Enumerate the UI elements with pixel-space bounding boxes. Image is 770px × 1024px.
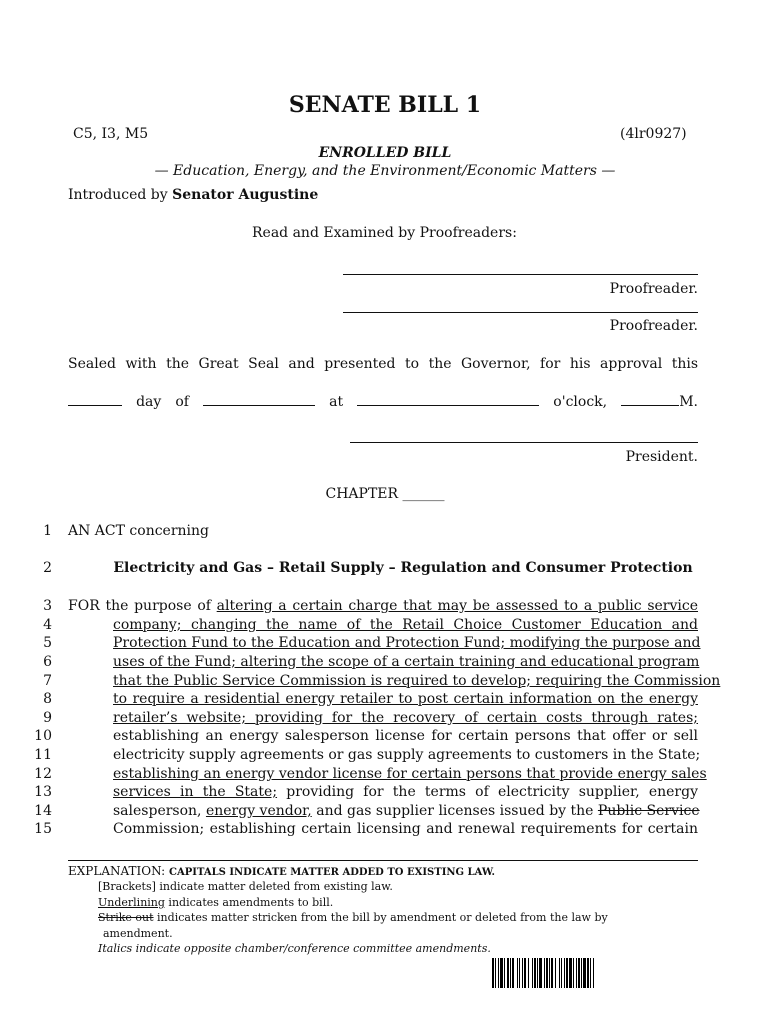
- barcode-image: [492, 958, 680, 988]
- line-number-4: 4: [43, 617, 52, 633]
- body-line-11: electricity supply agreements or gas supply agreements to customers in the State;: [113, 747, 701, 763]
- body-text: and gas supplier licenses issued by the: [311, 803, 598, 819]
- oclock-label: o'clock,: [553, 394, 608, 410]
- body-line-13: [113, 784, 698, 800]
- president-label: President.: [625, 449, 698, 465]
- bill-subject: Electricity and Gas – Retail Supply – Regulation and Consumer Protection: [113, 560, 693, 576]
- explanation-italics: Italics indicate opposite chamber/conference committee amendments.: [98, 942, 491, 955]
- line-number-8: 8: [43, 691, 52, 707]
- month-blank: [203, 393, 315, 406]
- body-line-9: retailer’s website; providing for the recovery of certain costs through rates;: [113, 710, 698, 726]
- amendment-text: altering a certain charge that may be assessed to a public service: [216, 598, 699, 614]
- line-number-10: 10: [34, 728, 52, 744]
- underlining-desc: indicates amendments to bill.: [164, 896, 334, 909]
- stricken-text: Public Service: [597, 803, 700, 819]
- act-concerning: AN ACT concerning: [68, 523, 209, 539]
- line-number-9: 9: [43, 710, 52, 726]
- proofreader-signature-line-1: [343, 274, 698, 275]
- date-line: [68, 393, 698, 410]
- body-line-7: that the Public Service Commission is required to develop; requiring the Commission: [113, 673, 721, 689]
- time-blank: [357, 393, 539, 406]
- body-line-12: establishing an energy vendor license for certain persons that provide energy sales: [113, 766, 707, 782]
- meridiem-blank: [621, 393, 679, 406]
- body-line-14: [113, 803, 698, 819]
- sealed-statement: Sealed with the Great Seal and presented to the Governor, for his approval this: [68, 356, 698, 372]
- proofreader-signature-line-2: [343, 312, 698, 313]
- sponsor: Senator Augustine: [172, 187, 319, 203]
- explanation-label: EXPLANATION:: [68, 864, 170, 878]
- proofreader-label-1: Proofreader.: [609, 281, 698, 297]
- body-line-8: to require a residential energy retailer to post certain information on the energy: [113, 691, 698, 707]
- body-line-3: [68, 598, 698, 614]
- explanation-underlining: [98, 896, 333, 909]
- m-label: M.: [679, 394, 698, 410]
- line-number-14: 14: [34, 803, 52, 819]
- line-number-7: 7: [43, 673, 52, 689]
- barcode-bar: [594, 958, 595, 988]
- brackets-desc: indicate matter deleted from existing law.: [155, 880, 393, 893]
- body-line-4: company; changing the name of the Retail Choice Customer Education and: [113, 617, 698, 633]
- line-number-2: 2: [43, 560, 52, 576]
- body-line-6: uses of the Fund; altering the scope of a certain training and educational program: [113, 654, 700, 670]
- committees: — Education, Energy, and the Environment/Economic Matters —: [154, 163, 616, 179]
- strike-term: Strike out: [98, 911, 154, 924]
- line-number-11: 11: [34, 747, 52, 763]
- day-blank: [68, 393, 122, 406]
- at-label: at: [329, 394, 344, 410]
- amendment-text: energy vendor,: [205, 803, 312, 819]
- line-number-3: 3: [43, 598, 52, 614]
- strike-desc: indicates matter stricken from the bill by amendment or deleted from the law by: [153, 911, 608, 924]
- bill-status: ENROLLED BILL: [318, 145, 452, 161]
- docket-number: (4lr0927): [620, 126, 687, 142]
- introduced-line: [68, 187, 318, 203]
- body-line-10: establishing an energy salesperson license for certain persons that offer or sell: [113, 728, 698, 744]
- amendment-text: services in the State;: [113, 784, 278, 800]
- president-signature-line: [350, 442, 698, 443]
- body-text: providing for the terms of electricity supplier, energy: [277, 784, 698, 800]
- line-number-6: 6: [43, 654, 52, 670]
- explanation-brackets: [98, 880, 393, 893]
- line-number-15: 15: [34, 821, 52, 837]
- bill-codes: C5, I3, M5: [73, 126, 149, 142]
- bill-title: SENATE BILL 1: [288, 92, 482, 118]
- day-label: day: [136, 394, 162, 410]
- introduced-prefix: Introduced by: [68, 187, 173, 203]
- brackets-term: [Brackets]: [98, 880, 156, 893]
- explanation-strike-continued: amendment.: [103, 927, 173, 940]
- chapter-line: CHAPTER ______: [325, 486, 445, 502]
- proofreader-heading: Read and Examined by Proofreaders:: [252, 225, 517, 241]
- explanation-title: [68, 864, 495, 878]
- of-label: of: [175, 394, 189, 410]
- underlining-term: Underlining: [98, 896, 165, 909]
- body-line-15: Commission; establishing certain licensing and renewal requirements for certain: [113, 821, 698, 837]
- explanation-divider: [68, 860, 698, 861]
- line-number-13: 13: [34, 784, 52, 800]
- line-number-5: 5: [43, 635, 52, 651]
- purpose-prefix: FOR the purpose of: [68, 598, 217, 614]
- body-text: salesperson,: [113, 803, 206, 819]
- explanation-strike: [98, 911, 608, 924]
- line-number-12: 12: [34, 766, 52, 782]
- line-number-1: 1: [43, 523, 52, 539]
- proofreader-label-2: Proofreader.: [609, 318, 698, 334]
- body-line-5: Protection Fund to the Education and Protection Fund; modifying the purpose and: [113, 635, 701, 651]
- explanation-caps: CAPITALS INDICATE MATTER ADDED TO EXISTING LAW.: [169, 867, 495, 878]
